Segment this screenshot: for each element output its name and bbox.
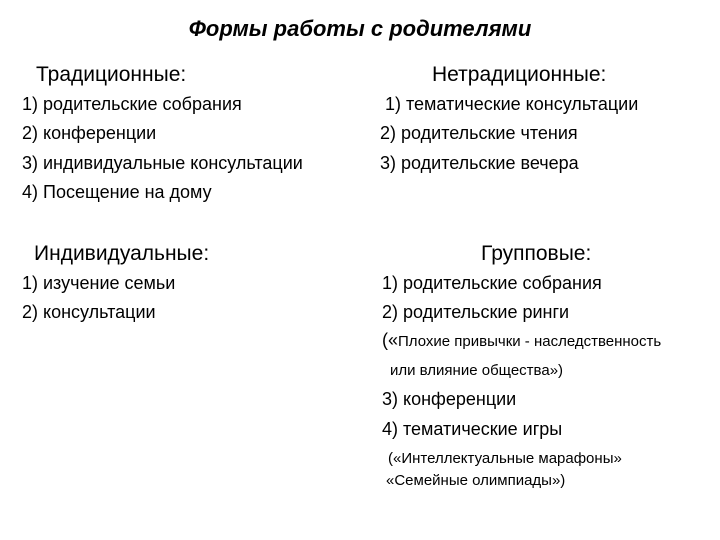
traditional-item-2: 2) конференции: [22, 123, 157, 143]
group-note-1-text: Плохие привычки - наследственность: [398, 333, 662, 350]
group-note-1-line-2: или влияние общества»): [390, 362, 564, 379]
group-heading: Групповые:: [481, 242, 592, 265]
group-note-2-line-1: («Интеллектуальные марафоны»: [388, 450, 622, 467]
traditional-item-1: 1) родительские собрания: [22, 94, 242, 114]
traditional-heading: Традиционные:: [36, 63, 187, 86]
group-note-2-line-2: «Семейные олимпиады»): [386, 472, 566, 489]
individual-item-2: 2) консультации: [22, 302, 156, 322]
group-item-1: 1) родительские собрания: [382, 273, 602, 293]
traditional-item-4: 4) Посещение на дому: [22, 182, 212, 202]
group-item-2: 2) родительские ринги: [382, 302, 570, 322]
group-item-4: 4) тематические игры: [382, 419, 563, 439]
nontraditional-item-1: 1) тематические консультации: [385, 94, 639, 114]
nontraditional-item-3: 3) родительские вечера: [380, 153, 579, 173]
nontraditional-item-2: 2) родительские чтения: [380, 123, 578, 143]
individual-item-1: 1) изучение семьи: [22, 273, 176, 293]
group-note-1-line-1: [382, 330, 661, 351]
nontraditional-heading: Нетрадиционные:: [432, 63, 607, 86]
page-title: Формы работы с родителями: [188, 16, 532, 41]
group-item-3: 3) конференции: [382, 389, 517, 409]
group-note-1-open: («: [382, 330, 399, 350]
individual-heading: Индивидуальные:: [34, 242, 210, 265]
traditional-item-3: 3) индивидуальные консультации: [22, 153, 303, 173]
